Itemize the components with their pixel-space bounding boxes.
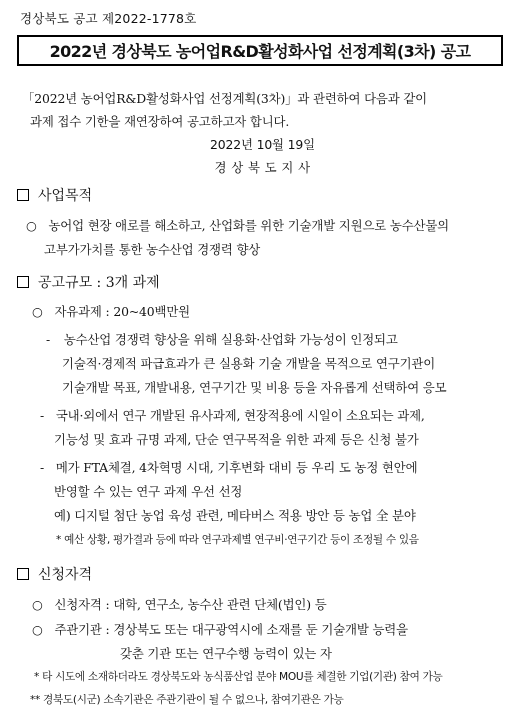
checkbox-square-icon [17, 189, 29, 201]
circle-bullet-icon: ○ [32, 304, 43, 319]
detail-3-line-1: - 메가 FTA체결, 4차혁명 시대, 기후변화 대비 등 우리 도 농정 현안에 [40, 460, 418, 475]
detail-3-line-2: 반영할 수 있는 연구 과제 우선 선정 [54, 484, 243, 499]
section-eligibility-heading: 신청자격 [17, 564, 92, 584]
detail-1-line-3: 기술개발 목표, 개발내용, 연구기간 및 비용 등을 자유롭게 선택하여 응모 [62, 380, 447, 395]
section-purpose-heading: 사업목적 [17, 185, 92, 205]
circle-bullet-icon: ○ [26, 218, 37, 233]
applicant-line: ○ 신청자격 : 대학, 연구소, 농수산 관련 단체(법인) 등 [32, 597, 327, 612]
dash-bullet-icon: - [40, 460, 45, 475]
host-line-1: ○ 주관기관 : 경상북도 또는 대구광역시에 소재를 둔 기술개발 능력을 [32, 622, 408, 637]
circle-bullet-icon: ○ [32, 597, 43, 612]
dash-bullet-icon: - [40, 408, 45, 423]
circle-bullet-icon: ○ [32, 622, 43, 637]
detail-2-line-1: - 국내·외에서 연구 개발된 유사과제, 현장적용에 시일이 소요되는 과제, [40, 408, 425, 423]
purpose-line-1: ○ 농어업 현장 애로를 해소하고, 산업화를 위한 기술개발 지원으로 농수산물의 [26, 218, 449, 233]
eligibility-footnote-1: * 타 시도에 소재하더라도 경상북도와 농식품산업 분야 MOU를 체결한 기업(기관) 참여 가능 [34, 671, 443, 683]
checkbox-square-icon [17, 568, 29, 580]
detail-3-line-3: 예) 디지털 첨단 농업 육성 관련, 메타버스 적용 방안 등 농업 全 분야 [54, 508, 416, 523]
title-box [17, 35, 503, 66]
checkbox-square-icon [17, 276, 29, 288]
intro-line-1: 「2022년 농어업R&D활성화사업 선정계획(3차)」과 관련하여 다음과 같이 [22, 91, 427, 106]
announcement-date: 2022년 10월 19일 [210, 137, 315, 152]
detail-2-line-2: 기능성 및 효과 규명 과제, 단순 연구목적을 위한 과제 등은 신청 불가 [54, 432, 419, 447]
scale-footnote: * 예산 상황, 평가결과 등에 따라 연구과제별 연구비·연구기간 등이 조정될 수 있음 [56, 534, 419, 546]
purpose-line-2: 고부가가치를 통한 농수산업 경쟁력 향상 [44, 242, 261, 257]
dash-bullet-icon: - [46, 332, 51, 347]
issuer-name: 경 상 북 도 지 사 [214, 160, 311, 175]
eligibility-footnote-2: ** 경북도(시군) 소속기관은 주관기관이 될 수 없으나, 참여기관은 가능 [30, 694, 344, 706]
page-title: 2022년 경상북도 농어업R&D활성화사업 선정계획(3차) 공고 [49, 42, 471, 61]
free-task-line: ○ 자유과제 : 20~40백만원 [32, 304, 190, 319]
announcement-number: 경상북도 공고 제2022-1778호 [20, 11, 197, 26]
detail-1-line-2: 기술적·경제적 파급효과가 큰 실용화 기술 개발을 목적으로 연구기관이 [62, 356, 436, 371]
section-scale-heading: 공고규모 : 3개 과제 [17, 272, 160, 292]
intro-line-2: 과제 접수 기한을 재연장하여 공고하고자 합니다. [30, 114, 290, 129]
host-line-2: 갖춘 기관 또는 연구수행 능력이 있는 자 [120, 646, 332, 661]
detail-1-line-1: - 농수산업 경쟁력 향상을 위해 실용화·산업화 가능성이 인정되고 [46, 332, 398, 347]
